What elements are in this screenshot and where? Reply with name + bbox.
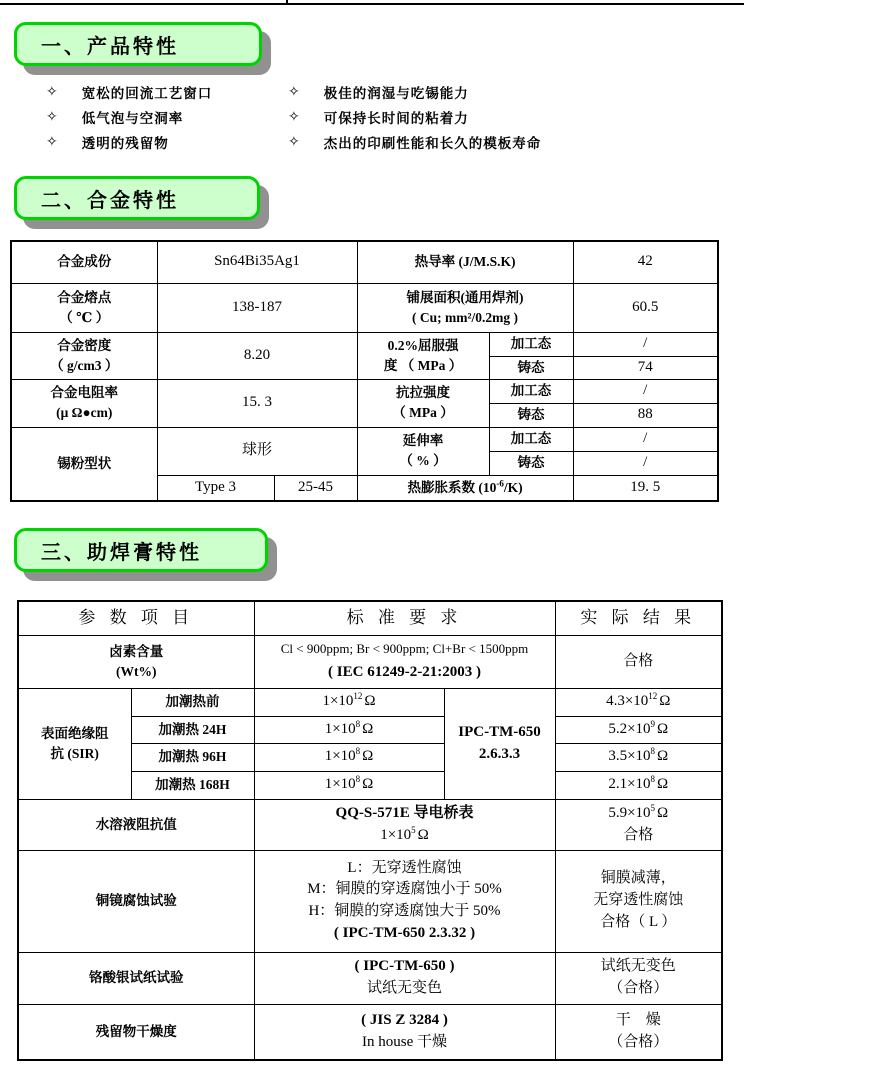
water-result-verdict: 合格 (623, 826, 654, 843)
copper-mirror-standard (254, 850, 555, 952)
table-row (18, 688, 722, 716)
copper-standard-ref: ( IPC-TM-650 2.3.32 ) (333, 924, 476, 941)
silver-standard-desc: 试纸无变色 (366, 980, 442, 996)
silver-chromate-result (555, 952, 722, 1004)
elongation-cast-value: / (573, 451, 718, 475)
feature-item (46, 129, 169, 154)
cte-value: 19. 5 (573, 475, 718, 501)
water-resistance-standard (254, 799, 555, 850)
value-exponent: 12 (353, 691, 363, 702)
table-row (11, 283, 718, 332)
water-standard-value (257, 825, 553, 847)
water-resistance-label: 水溶液阻抗值 (18, 799, 254, 850)
feature-item (288, 104, 469, 129)
melting-point-label: 合金熔点 （ ℃ ） (11, 283, 157, 332)
density-label: 合金密度 （ g/cm3 ） (11, 332, 157, 379)
sir-condition: 加潮热 168H (131, 771, 254, 799)
sir-method: IPC-TM-650 2.6.3.3 (444, 688, 555, 799)
sir-result-value (555, 716, 722, 743)
feature-item (46, 104, 183, 129)
copper-standard-H: H：铜膜的穿透腐蚀大于 50% (308, 903, 501, 919)
spread-area-label: 铺展面积(通用焊剂) ( Cu; mm²/0.2mg ) (357, 283, 573, 332)
water-resistance-result (555, 799, 722, 850)
cast-state-label: 铸态 (489, 356, 573, 379)
table-row (11, 241, 718, 283)
spread-area-value: 60.5 (573, 283, 718, 332)
value-unit: Ω (657, 748, 669, 765)
value-exponent: 8 (355, 746, 361, 757)
section2-banner (14, 176, 260, 220)
water-result-value (558, 803, 720, 825)
header-result: 实 际 结 果 (555, 601, 722, 635)
value-unit: Ω (657, 720, 669, 737)
value-unit: Ω (362, 748, 374, 765)
sir-result-value (555, 743, 722, 771)
feature-text: 杰出的印刷性能和长久的模板寿命 (323, 135, 542, 151)
silver-result-line: （合格） (608, 980, 669, 996)
table-header-row (18, 601, 722, 635)
elongation-wrought-value: / (573, 427, 718, 451)
value-base: 5.9×10 (608, 804, 651, 821)
table-row (11, 332, 718, 356)
sir-standard-value (254, 743, 444, 771)
feature-text: 透明的残留物 (81, 135, 169, 151)
sir-condition: 加潮热前 (131, 688, 254, 716)
value-exponent: 8 (355, 718, 361, 729)
sir-label: 表面绝缘阻 抗 (SIR) (18, 688, 131, 799)
sir-standard-value (254, 688, 444, 716)
diamond-bullet-icon: ✧ (288, 83, 300, 100)
copper-result-line: 铜膜减薄， (600, 870, 676, 887)
value-unit: Ω (657, 776, 669, 793)
yield-cast-value: 74 (573, 356, 718, 379)
alloy-composition-value: Sn64Bi35Ag1 (157, 241, 357, 283)
feature-item (46, 79, 212, 104)
table-row (18, 1004, 722, 1060)
diamond-bullet-icon: ✧ (288, 108, 300, 125)
copper-mirror-result (555, 850, 722, 952)
cte-label-exp: -6 (496, 478, 504, 489)
water-standard-ref: QQ-S-571E 导电桥表 (335, 804, 474, 821)
yield-strength-label: 0.2%屈服强 度 （ MPa ） (357, 332, 489, 379)
copper-result-line: 无穿透性腐蚀 (593, 892, 684, 909)
residue-dryness-result (555, 1004, 722, 1060)
value-unit: Ω (364, 693, 376, 710)
feature-item (288, 129, 541, 154)
header-parameter: 参 数 项 目 (18, 601, 254, 635)
residue-standard-ref: ( JIS Z 3284 ) (361, 1012, 448, 1028)
table-row (11, 379, 718, 403)
value-base: 1×10 (380, 826, 412, 843)
cte-label-post: /K) (503, 479, 523, 495)
value-unit: Ω (659, 693, 671, 710)
value-base: 1×10 (322, 693, 354, 710)
table-row (18, 799, 722, 850)
residue-result-line: 干 燥 (615, 1012, 661, 1028)
value-unit: Ω (362, 720, 374, 737)
residue-result-line: （合格） (608, 1033, 669, 1050)
value-exponent: 8 (650, 774, 656, 785)
powder-size-value: 25-45 (274, 475, 357, 501)
value-base: 5.2×10 (608, 720, 651, 737)
powder-shape-value: 球形 (157, 427, 357, 475)
copper-standard-L: L：无穿透性腐蚀 (347, 859, 462, 876)
cte-label-pre: 热膨胀系数 (10 (407, 479, 497, 495)
value-exponent: 5 (650, 802, 656, 813)
sir-result-value (555, 688, 722, 716)
table-row (18, 850, 722, 952)
diamond-bullet-icon: ✧ (46, 133, 58, 150)
value-unit: Ω (657, 804, 669, 821)
feature-text: 极佳的润湿与吃锡能力 (323, 85, 469, 101)
wrought-state-label: 加工态 (489, 332, 573, 356)
flux-table (17, 600, 723, 1061)
diamond-bullet-icon: ✧ (288, 133, 300, 150)
halogen-standard-limits: Cl < 900ppm; Br < 900ppm; Cl+Br < 1500ppm (280, 640, 529, 656)
table-row (18, 635, 722, 688)
halogen-standard (254, 635, 555, 688)
halogen-result: 合格 (555, 635, 722, 688)
residue-standard-desc: In house 干燥 (362, 1033, 447, 1050)
value-unit: Ω (362, 776, 374, 793)
feature-text: 可保持长时间的粘着力 (323, 110, 469, 126)
silver-chromate-label: 铬酸银试纸试验 (18, 952, 254, 1004)
powder-type-value: Type 3 (157, 475, 274, 501)
silver-chromate-standard (254, 952, 555, 1004)
section3-banner (14, 528, 268, 572)
table-row (11, 427, 718, 451)
copper-result-line: 合格（ L ） (600, 913, 677, 930)
sir-condition: 加潮热 96H (131, 743, 254, 771)
alloy-table (10, 240, 719, 502)
residue-dryness-standard (254, 1004, 555, 1060)
cte-label (357, 475, 573, 501)
tensile-cast-value: 88 (573, 403, 718, 427)
feature-text: 宽松的回流工艺窗口 (81, 85, 213, 101)
residue-dryness-label: 残留物干燥度 (18, 1004, 254, 1060)
silver-standard-ref: ( IPC-TM-650 ) (354, 958, 455, 975)
halogen-standard-ref: ( IEC 61249-2-21:2003 ) (328, 663, 481, 680)
sir-condition: 加潮热 24H (131, 716, 254, 743)
top-horizontal-rule (0, 3, 744, 5)
feature-item (288, 79, 469, 104)
elongation-label: 延伸率 （ % ） (357, 427, 489, 475)
section1-banner (14, 22, 262, 66)
sir-standard-value (254, 716, 444, 743)
alloy-composition-label: 合金成份 (11, 241, 157, 283)
tensile-strength-label: 抗拉强度 （ MPa ） (357, 379, 489, 427)
yield-wrought-value: / (573, 332, 718, 356)
header-standard: 标 准 要 求 (254, 601, 555, 635)
silver-result-line: 试纸无变色 (600, 958, 676, 975)
melting-point-value: 138-187 (157, 283, 357, 332)
diamond-bullet-icon: ✧ (46, 83, 58, 100)
halogen-label: 卤素含量 (Wt%) (18, 635, 254, 688)
thermal-conductivity-label: 热导率 (J/M.S.K) (357, 241, 573, 283)
value-exponent: 8 (650, 746, 656, 757)
section1-banner-title: 一、产品特性 (41, 35, 179, 58)
sir-result-value (555, 771, 722, 799)
diamond-bullet-icon: ✧ (46, 108, 58, 125)
value-base: 3.5×10 (608, 748, 651, 765)
section2-banner-title: 二、合金特性 (41, 189, 179, 212)
resistivity-value: 15. 3 (157, 379, 357, 427)
value-base: 4.3×10 (606, 693, 649, 710)
copper-standard-M: M：铜膜的穿透腐蚀小于 50% (307, 881, 502, 898)
cast-state-label: 铸态 (489, 451, 573, 475)
value-base: 1×10 (324, 748, 356, 765)
wrought-state-label: 加工态 (489, 379, 573, 403)
value-exponent: 12 (648, 691, 658, 702)
resistivity-label: 合金电阻率 (μ Ω●cm) (11, 379, 157, 427)
value-exponent: 9 (650, 718, 656, 729)
sir-standard-value (254, 771, 444, 799)
section3-banner-title: 三、助焊膏特性 (41, 541, 202, 564)
tensile-wrought-value: / (573, 379, 718, 403)
value-exponent: 8 (355, 774, 361, 785)
value-base: 1×10 (324, 776, 356, 793)
top-rule-tick (286, 0, 288, 5)
value-base: 2.1×10 (608, 776, 651, 793)
wrought-state-label: 加工态 (489, 427, 573, 451)
value-exponent: 5 (411, 824, 416, 835)
feature-text: 低气泡与空洞率 (81, 110, 184, 126)
cast-state-label: 铸态 (489, 403, 573, 427)
powder-shape-label: 锡粉型状 (11, 427, 157, 501)
copper-mirror-label: 铜镜腐蚀试验 (18, 850, 254, 952)
value-base: 1×10 (324, 720, 356, 737)
density-value: 8.20 (157, 332, 357, 379)
table-row (18, 952, 722, 1004)
value-unit: Ω (417, 826, 429, 843)
thermal-conductivity-value: 42 (573, 241, 718, 283)
